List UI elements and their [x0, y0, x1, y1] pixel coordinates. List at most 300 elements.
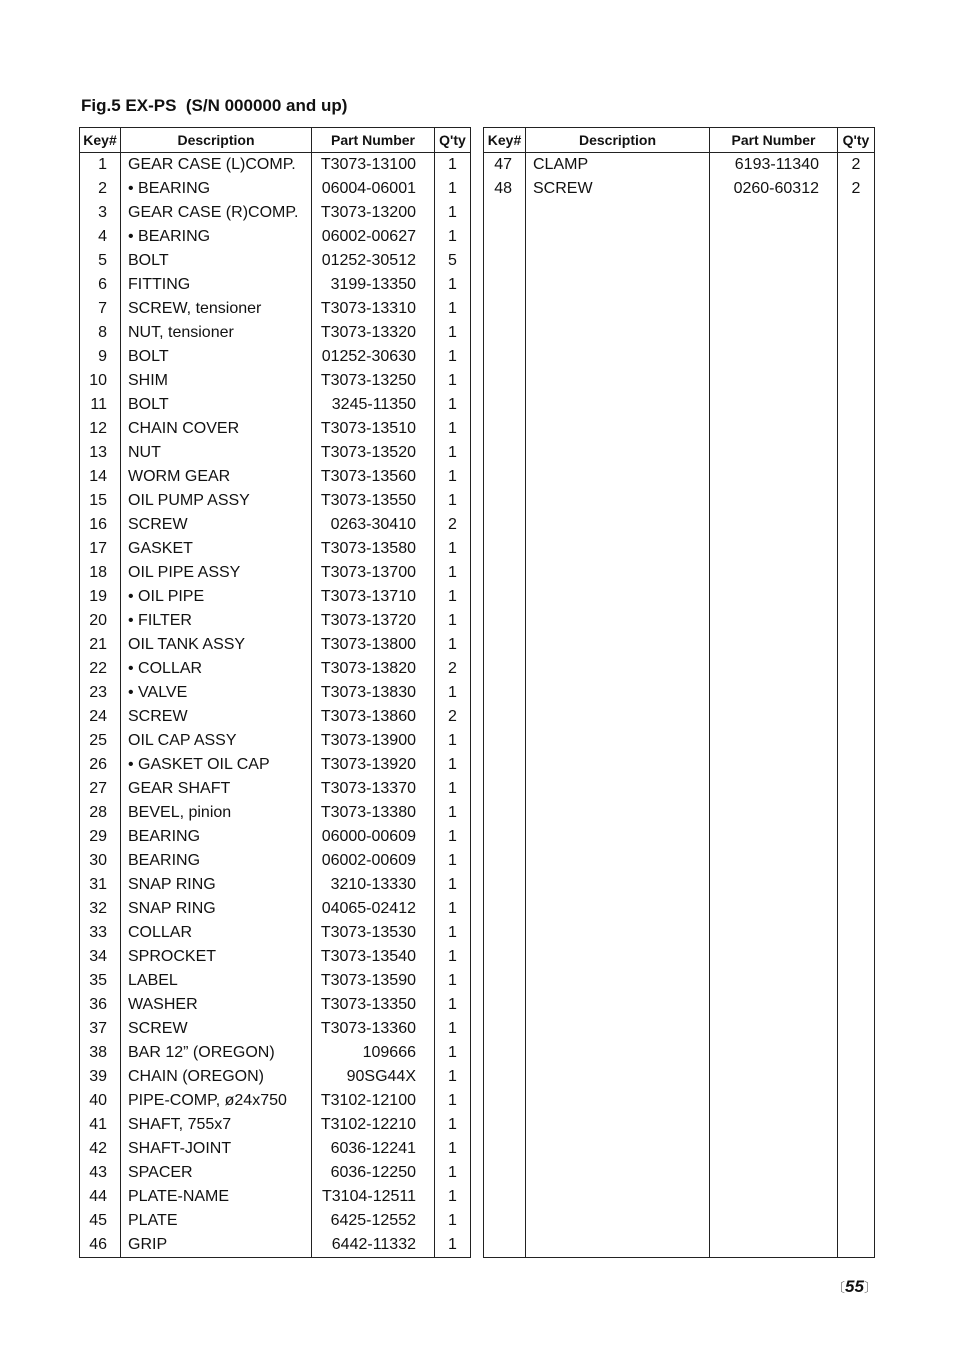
table-row-empty	[484, 513, 875, 537]
table-row	[80, 777, 471, 801]
cell-key: 18	[80, 561, 121, 585]
table-row	[80, 393, 471, 417]
cell-part-number: T3073-13710	[312, 585, 435, 609]
table-row-empty	[484, 633, 875, 657]
table-row-empty	[484, 753, 875, 777]
cell-key	[484, 1065, 526, 1089]
cell-key: 3	[80, 201, 121, 225]
table-row-empty	[484, 1161, 875, 1185]
cell-part-number: 06004-06001	[312, 177, 435, 201]
cell-part-number	[710, 1209, 838, 1233]
cell-qty: 1	[435, 1089, 471, 1113]
cell-description: PIPE-COMP, ø24x750	[121, 1089, 312, 1113]
cell-qty	[838, 1209, 875, 1233]
cell-description: BOLT	[121, 345, 312, 369]
cell-description: • VALVE	[121, 681, 312, 705]
cell-qty: 1	[435, 945, 471, 969]
cell-part-number	[710, 1161, 838, 1185]
cell-key: 38	[80, 1041, 121, 1065]
cell-qty	[838, 729, 875, 753]
table-row	[80, 561, 471, 585]
cell-description	[526, 249, 710, 273]
cell-description: SCREW	[526, 177, 710, 201]
cell-key: 26	[80, 753, 121, 777]
cell-description: OIL TANK ASSY	[121, 633, 312, 657]
cell-key	[484, 297, 526, 321]
table-row-empty	[484, 705, 875, 729]
cell-qty	[838, 801, 875, 825]
cell-part-number	[710, 441, 838, 465]
cell-part-number	[710, 489, 838, 513]
cell-description: WORM GEAR	[121, 465, 312, 489]
cell-description	[526, 1209, 710, 1233]
cell-description: BOLT	[121, 249, 312, 273]
table-row-empty	[484, 465, 875, 489]
cell-key	[484, 969, 526, 993]
cell-qty: 1	[435, 417, 471, 441]
cell-description	[526, 777, 710, 801]
cell-part-number: 6036-12241	[312, 1137, 435, 1161]
cell-key: 12	[80, 417, 121, 441]
cell-part-number: 06000-00609	[312, 825, 435, 849]
cell-description: COLLAR	[121, 921, 312, 945]
cell-description	[526, 321, 710, 345]
table-row	[80, 1233, 471, 1258]
cell-qty	[838, 417, 875, 441]
cell-qty: 1	[435, 873, 471, 897]
table-row	[80, 921, 471, 945]
cell-description	[526, 609, 710, 633]
cell-qty: 1	[435, 921, 471, 945]
cell-description: CHAIN (OREGON)	[121, 1065, 312, 1089]
cell-key	[484, 1017, 526, 1041]
cell-key: 33	[80, 921, 121, 945]
cell-description: LABEL	[121, 969, 312, 993]
cell-key: 30	[80, 849, 121, 873]
cell-qty: 1	[435, 1209, 471, 1233]
table-row-empty	[484, 1233, 875, 1258]
cell-description: SCREW, tensioner	[121, 297, 312, 321]
cell-qty	[838, 369, 875, 393]
cell-qty: 1	[435, 297, 471, 321]
cell-description	[526, 681, 710, 705]
cell-description	[526, 561, 710, 585]
cell-qty	[838, 1233, 875, 1258]
cell-qty	[838, 201, 875, 225]
table-row	[80, 633, 471, 657]
table-row	[80, 705, 471, 729]
cell-part-number	[710, 465, 838, 489]
cell-part-number: T3102-12210	[312, 1113, 435, 1137]
cell-description: NUT, tensioner	[121, 321, 312, 345]
cell-part-number: 3210-13330	[312, 873, 435, 897]
cell-key: 5	[80, 249, 121, 273]
cell-qty: 1	[435, 201, 471, 225]
cell-description	[526, 921, 710, 945]
cell-qty: 1	[435, 177, 471, 201]
bracket-close: 〕	[863, 1280, 877, 1295]
cell-description	[526, 969, 710, 993]
cell-part-number: T3073-13830	[312, 681, 435, 705]
cell-part-number: T3073-13900	[312, 729, 435, 753]
table-row-empty	[484, 729, 875, 753]
cell-qty	[838, 489, 875, 513]
table-row	[80, 657, 471, 681]
cell-part-number	[710, 993, 838, 1017]
cell-key: 27	[80, 777, 121, 801]
cell-description	[526, 369, 710, 393]
table-row	[80, 345, 471, 369]
cell-key	[484, 681, 526, 705]
cell-description	[526, 993, 710, 1017]
cell-key	[484, 777, 526, 801]
table-row-empty	[484, 1041, 875, 1065]
table-row-empty	[484, 321, 875, 345]
cell-key: 10	[80, 369, 121, 393]
cell-qty: 5	[435, 249, 471, 273]
table-row-empty	[484, 249, 875, 273]
cell-description: SPACER	[121, 1161, 312, 1185]
table-row	[80, 993, 471, 1017]
cell-part-number: T3073-13380	[312, 801, 435, 825]
cell-qty	[838, 657, 875, 681]
cell-part-number	[710, 249, 838, 273]
cell-part-number: T3073-13860	[312, 705, 435, 729]
cell-part-number: 06002-00627	[312, 225, 435, 249]
cell-description	[526, 537, 710, 561]
cell-qty	[838, 825, 875, 849]
table-row	[80, 729, 471, 753]
table-row	[80, 1089, 471, 1113]
cell-qty: 1	[435, 777, 471, 801]
figure-title: Fig.5 EX-PS (S/N 000000 and up)	[81, 96, 348, 115]
cell-part-number	[710, 537, 838, 561]
cell-key: 47	[484, 153, 526, 178]
header-key: Key#	[80, 128, 121, 153]
cell-qty: 2	[435, 657, 471, 681]
cell-qty	[838, 561, 875, 585]
cell-qty: 1	[435, 897, 471, 921]
cell-description: SNAP RING	[121, 897, 312, 921]
cell-description	[526, 417, 710, 441]
cell-key: 28	[80, 801, 121, 825]
table-row-empty	[484, 1089, 875, 1113]
cell-qty: 1	[435, 537, 471, 561]
cell-description	[526, 873, 710, 897]
cell-part-number: T3073-13520	[312, 441, 435, 465]
cell-key: 9	[80, 345, 121, 369]
cell-qty: 1	[435, 1137, 471, 1161]
cell-key: 21	[80, 633, 121, 657]
table-row-empty	[484, 1185, 875, 1209]
cell-description: BEARING	[121, 825, 312, 849]
cell-description: GEAR SHAFT	[121, 777, 312, 801]
cell-description	[526, 729, 710, 753]
cell-part-number: T3073-13550	[312, 489, 435, 513]
table-row-empty	[484, 537, 875, 561]
cell-key: 19	[80, 585, 121, 609]
cell-qty: 1	[435, 585, 471, 609]
cell-description: BEVEL, pinion	[121, 801, 312, 825]
cell-qty	[838, 1161, 875, 1185]
cell-description: BOLT	[121, 393, 312, 417]
cell-qty: 2	[838, 153, 875, 178]
cell-qty	[838, 681, 875, 705]
cell-part-number: 0263-30410	[312, 513, 435, 537]
cell-part-number	[710, 297, 838, 321]
parts-table-left	[79, 127, 471, 1258]
cell-part-number	[710, 201, 838, 225]
header-description: Description	[526, 128, 710, 153]
cell-qty	[838, 753, 875, 777]
cell-description: PLATE-NAME	[121, 1185, 312, 1209]
table-row-empty	[484, 273, 875, 297]
cell-key	[484, 705, 526, 729]
cell-key	[484, 921, 526, 945]
cell-qty: 1	[435, 345, 471, 369]
cell-key	[484, 225, 526, 249]
cell-key: 44	[80, 1185, 121, 1209]
cell-part-number: T3073-13320	[312, 321, 435, 345]
cell-part-number	[710, 801, 838, 825]
cell-part-number: T3073-13350	[312, 993, 435, 1017]
cell-description: OIL PIPE ASSY	[121, 561, 312, 585]
cell-key	[484, 465, 526, 489]
cell-part-number: 6425-12552	[312, 1209, 435, 1233]
cell-key: 2	[80, 177, 121, 201]
table-row	[80, 753, 471, 777]
cell-description: • COLLAR	[121, 657, 312, 681]
cell-description: SHAFT, 755x7	[121, 1113, 312, 1137]
cell-qty	[838, 945, 875, 969]
cell-key	[484, 585, 526, 609]
cell-qty	[838, 777, 875, 801]
cell-part-number: T3073-13700	[312, 561, 435, 585]
cell-qty	[838, 633, 875, 657]
cell-part-number: T3073-13560	[312, 465, 435, 489]
cell-description: PLATE	[121, 1209, 312, 1233]
table-row-empty	[484, 993, 875, 1017]
cell-qty: 1	[435, 225, 471, 249]
header-qty: Q'ty	[435, 128, 471, 153]
table-row-empty	[484, 681, 875, 705]
cell-description: CLAMP	[526, 153, 710, 178]
cell-key: 48	[484, 177, 526, 201]
table-row	[80, 1185, 471, 1209]
cell-description	[526, 897, 710, 921]
cell-description: SCREW	[121, 705, 312, 729]
cell-description: SHIM	[121, 369, 312, 393]
cell-part-number: T3073-13820	[312, 657, 435, 681]
cell-key: 41	[80, 1113, 121, 1137]
cell-part-number	[710, 921, 838, 945]
cell-part-number: 6193-11340	[710, 153, 838, 178]
cell-description: GASKET	[121, 537, 312, 561]
cell-description: OIL CAP ASSY	[121, 729, 312, 753]
cell-qty	[838, 513, 875, 537]
cell-part-number: T3073-13510	[312, 417, 435, 441]
table-row	[80, 321, 471, 345]
cell-key	[484, 849, 526, 873]
table-row	[80, 945, 471, 969]
cell-qty	[838, 441, 875, 465]
cell-description: SHAFT-JOINT	[121, 1137, 312, 1161]
cell-description	[526, 825, 710, 849]
cell-qty	[838, 849, 875, 873]
cell-qty: 1	[435, 1233, 471, 1258]
table-row-empty	[484, 1113, 875, 1137]
cell-description: SCREW	[121, 513, 312, 537]
cell-key: 6	[80, 273, 121, 297]
table-row	[80, 1065, 471, 1089]
table-row-empty	[484, 393, 875, 417]
cell-qty: 1	[435, 561, 471, 585]
cell-qty	[838, 249, 875, 273]
cell-description: • BEARING	[121, 177, 312, 201]
cell-part-number	[710, 1185, 838, 1209]
cell-description: • FILTER	[121, 609, 312, 633]
cell-description: • GASKET OIL CAP	[121, 753, 312, 777]
cell-key: 24	[80, 705, 121, 729]
cell-description	[526, 657, 710, 681]
cell-part-number	[710, 1041, 838, 1065]
page-number	[832, 1277, 877, 1297]
table-row-empty	[484, 657, 875, 681]
cell-part-number	[710, 417, 838, 441]
cell-part-number	[710, 369, 838, 393]
cell-description: OIL PUMP ASSY	[121, 489, 312, 513]
cell-part-number: 90SG44X	[312, 1065, 435, 1089]
cell-qty	[838, 921, 875, 945]
cell-qty: 1	[435, 1113, 471, 1137]
cell-qty	[838, 1185, 875, 1209]
cell-description	[526, 465, 710, 489]
cell-part-number: 01252-30630	[312, 345, 435, 369]
cell-description	[526, 1089, 710, 1113]
header-qty: Q'ty	[838, 128, 875, 153]
cell-qty: 1	[435, 753, 471, 777]
cell-key: 7	[80, 297, 121, 321]
cell-description	[526, 513, 710, 537]
cell-part-number: T3073-13580	[312, 537, 435, 561]
cell-qty: 1	[435, 849, 471, 873]
cell-key	[484, 1113, 526, 1137]
cell-key	[484, 873, 526, 897]
cell-key: 29	[80, 825, 121, 849]
cell-qty	[838, 1089, 875, 1113]
cell-description: SCREW	[121, 1017, 312, 1041]
table-row	[80, 825, 471, 849]
table-row	[80, 801, 471, 825]
table-row	[484, 177, 875, 201]
cell-part-number	[710, 681, 838, 705]
bracket-open: 〔	[832, 1280, 846, 1295]
table-row-empty	[484, 201, 875, 225]
cell-key	[484, 561, 526, 585]
cell-qty: 1	[435, 993, 471, 1017]
cell-qty: 1	[435, 441, 471, 465]
cell-description: • BEARING	[121, 225, 312, 249]
table-row	[80, 297, 471, 321]
table-row	[80, 681, 471, 705]
cell-qty	[838, 465, 875, 489]
cell-part-number: 3199-13350	[312, 273, 435, 297]
cell-key: 13	[80, 441, 121, 465]
cell-qty	[838, 273, 875, 297]
table-row	[80, 1161, 471, 1185]
cell-key	[484, 801, 526, 825]
cell-qty: 1	[435, 1185, 471, 1209]
cell-part-number: T3073-13100	[312, 153, 435, 178]
cell-qty: 2	[435, 513, 471, 537]
table-row	[80, 273, 471, 297]
cell-key: 36	[80, 993, 121, 1017]
cell-description	[526, 201, 710, 225]
table-row	[80, 177, 471, 201]
cell-part-number	[710, 753, 838, 777]
cell-qty: 1	[435, 273, 471, 297]
table-row-empty	[484, 921, 875, 945]
cell-description	[526, 393, 710, 417]
table-header	[80, 128, 471, 153]
cell-description: GEAR CASE (L)COMP.	[121, 153, 312, 178]
cell-part-number: T3102-12100	[312, 1089, 435, 1113]
header-part-number: Part Number	[312, 128, 435, 153]
header-description: Description	[121, 128, 312, 153]
cell-part-number: 109666	[312, 1041, 435, 1065]
cell-part-number: 6442-11332	[312, 1233, 435, 1258]
cell-key	[484, 729, 526, 753]
cell-key: 15	[80, 489, 121, 513]
cell-description	[526, 1065, 710, 1089]
header-key: Key#	[484, 128, 526, 153]
table-row-empty	[484, 441, 875, 465]
cell-key	[484, 1161, 526, 1185]
cell-key: 40	[80, 1089, 121, 1113]
cell-key	[484, 441, 526, 465]
cell-part-number	[710, 969, 838, 993]
cell-description	[526, 1041, 710, 1065]
cell-part-number: T3073-13540	[312, 945, 435, 969]
cell-key: 37	[80, 1017, 121, 1041]
cell-part-number	[710, 777, 838, 801]
cell-part-number: T3073-13590	[312, 969, 435, 993]
cell-key	[484, 1089, 526, 1113]
cell-qty: 1	[435, 633, 471, 657]
cell-qty: 1	[435, 1017, 471, 1041]
cell-key	[484, 249, 526, 273]
cell-key: 42	[80, 1137, 121, 1161]
table-row	[484, 153, 875, 178]
cell-key: 34	[80, 945, 121, 969]
cell-key	[484, 1209, 526, 1233]
cell-part-number: 06002-00609	[312, 849, 435, 873]
cell-description	[526, 1233, 710, 1258]
table-row-empty	[484, 969, 875, 993]
table-row	[80, 489, 471, 513]
cell-part-number	[710, 873, 838, 897]
cell-key	[484, 657, 526, 681]
cell-key: 32	[80, 897, 121, 921]
table-row	[80, 1209, 471, 1233]
cell-part-number: 01252-30512	[312, 249, 435, 273]
table-row	[80, 1113, 471, 1137]
cell-key: 46	[80, 1233, 121, 1258]
cell-description	[526, 441, 710, 465]
table-row	[80, 441, 471, 465]
cell-description: CHAIN COVER	[121, 417, 312, 441]
cell-qty: 1	[435, 801, 471, 825]
